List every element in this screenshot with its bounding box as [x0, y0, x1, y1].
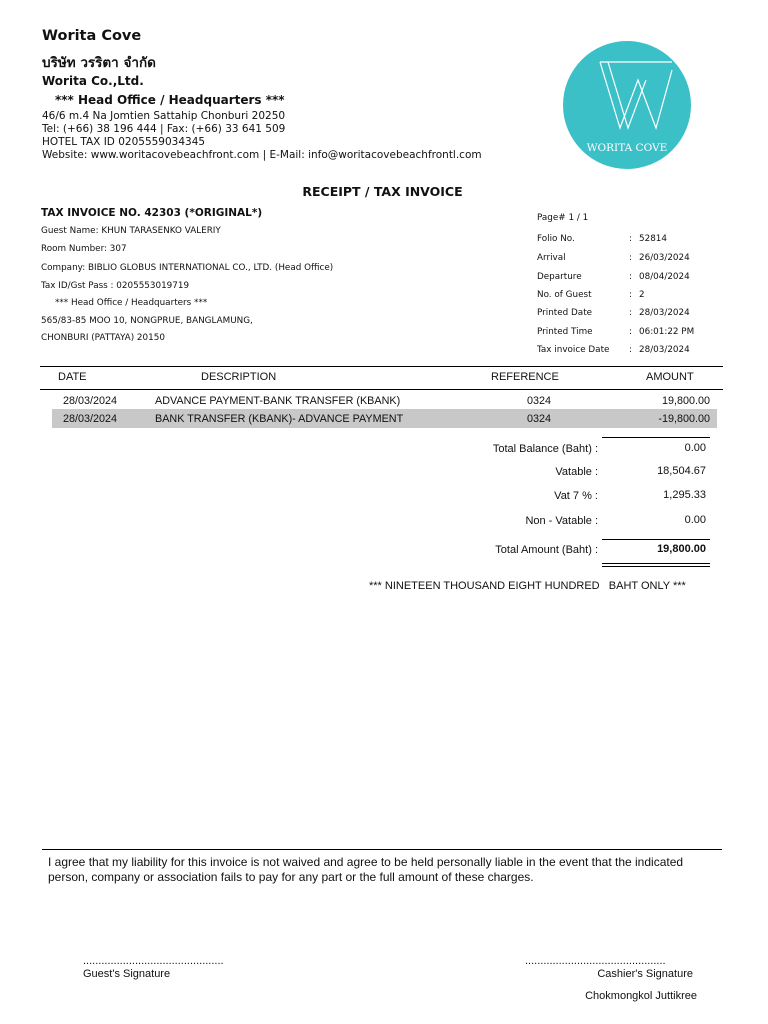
worita-cove-logo	[562, 40, 692, 170]
info-colon: :	[629, 253, 632, 263]
info-colon: :	[629, 234, 632, 244]
guest-address-line1: 565/83-85 MOO 10, NONGPRUE, BANGLAMUNG,	[41, 316, 253, 326]
hotel-address: 46/6 m.4 Na Jomtien Sattahip Chonburi 20250	[42, 110, 286, 122]
hotel-tax-id: HOTEL TAX ID 0205559034345	[42, 136, 206, 148]
vat-value: 1,295.33	[663, 489, 706, 501]
tax-invoice-date: 28/03/2024	[639, 345, 690, 355]
hotel-thai-name: บริษัท วรริตา จำกัด	[42, 55, 156, 71]
departure-date: 08/04/2024	[639, 272, 690, 282]
page-number: Page# 1 / 1	[537, 213, 589, 223]
info-label: Printed Date	[537, 308, 593, 318]
guest-head-office: *** Head Office / Headquarters ***	[55, 298, 208, 308]
column-header-amount: AMOUNT	[646, 371, 694, 383]
info-label: Departure	[537, 272, 582, 282]
info-colon: :	[629, 308, 632, 318]
row-reference: 0324	[527, 413, 552, 425]
info-colon: :	[629, 272, 632, 282]
total-balance-value: 0.00	[684, 442, 706, 454]
non-vatable-value: 0.00	[684, 514, 706, 526]
logo-text: WORITA COVE	[586, 142, 668, 154]
invoice-number: TAX INVOICE NO. 42303 (*ORIGINAL*)	[41, 207, 263, 219]
table-header-rule	[40, 389, 723, 390]
document-title: RECEIPT / TAX INVOICE	[302, 184, 463, 199]
amount-in-words: *** NINETEEN THOUSAND EIGHT HUNDRED BAHT ONLY ***	[369, 580, 686, 592]
column-header-description: DESCRIPTION	[201, 371, 277, 383]
info-colon: :	[629, 327, 632, 337]
printed-time: 06:01:22 PM	[639, 327, 695, 337]
guest-tax-id: Tax ID/Gst Pass : 0205553019719	[41, 281, 190, 291]
info-colon: :	[629, 290, 632, 300]
vat-label: Vat 7 % :	[554, 490, 598, 502]
guest-company: Company: BIBLIO GLOBUS INTERNATIONAL CO., LTD. (Head Office)	[41, 263, 334, 273]
company-name: Worita Co.,Ltd.	[42, 74, 144, 88]
guest-signature-label: Guest's Signature	[83, 968, 171, 980]
totals-top-rule	[602, 437, 710, 438]
guest-address-line2: CHONBURI (PATTAYA) 20150	[41, 333, 165, 343]
column-header-reference: REFERENCE	[491, 371, 559, 383]
info-label: Printed Time	[537, 327, 593, 337]
row-reference: 0324	[527, 395, 552, 407]
vatable-label: Vatable :	[555, 466, 598, 478]
row-description: ADVANCE PAYMENT-BANK TRANSFER (KBANK)	[155, 395, 401, 407]
guest-count: 2	[639, 290, 645, 300]
column-header-date: DATE	[58, 371, 87, 383]
info-label: No. of Guest	[537, 290, 592, 300]
total-amount-top-rule	[602, 539, 710, 540]
head-office-label: *** Head Office / Headquarters ***	[55, 93, 285, 107]
table-top-rule	[40, 366, 723, 367]
row-date: 28/03/2024	[63, 395, 118, 407]
cashier-signature-label: Cashier's Signature	[597, 968, 693, 980]
row-description: BANK TRANSFER (KBANK)- ADVANCE PAYMENT	[155, 413, 404, 425]
cashier-name: Chokmongkol Juttikree	[585, 990, 697, 1002]
info-label: Folio No.	[537, 234, 575, 244]
agreement-line-2: person, company or association fails to pay for any part or the full amount of these charges.	[48, 870, 534, 884]
guest-signature-line: ..............................................	[83, 955, 224, 967]
room-number: Room Number: 307	[41, 244, 127, 254]
row-amount: -19,800.00	[658, 413, 710, 425]
hotel-web-email: Website: www.woritacovebeachfront.com | E-Mail: info@woritacovebeachfrontl.com	[42, 149, 482, 161]
printed-date: 28/03/2024	[639, 308, 690, 318]
total-amount-label: Total Amount (Baht) :	[495, 544, 598, 556]
agreement-line-1: I agree that my liability for this invoice is not waived and agree to be held personally liable in the event that the indicated	[48, 855, 684, 869]
hotel-phone-fax: Tel: (+66) 38 196 444 | Fax: (+66) 33 641 509	[42, 123, 286, 135]
guest-name: Guest Name: KHUN TARASENKO VALERIY	[41, 226, 221, 236]
info-label: Arrival	[537, 253, 566, 263]
total-balance-label: Total Balance (Baht) :	[492, 443, 598, 455]
cashier-signature-line: ..............................................	[525, 955, 666, 967]
non-vatable-label: Non - Vatable :	[525, 515, 598, 527]
row-date: 28/03/2024	[63, 413, 118, 425]
total-amount-double-rule-1	[602, 563, 710, 564]
info-label: Tax invoice Date	[537, 345, 610, 355]
total-amount-value: 19,800.00	[657, 543, 706, 555]
total-amount-double-rule-2	[602, 566, 710, 567]
arrival-date: 26/03/2024	[639, 253, 690, 263]
info-colon: :	[629, 345, 632, 355]
vatable-value: 18,504.67	[657, 465, 706, 477]
row-amount: 19,800.00	[661, 395, 710, 407]
folio-number: 52814	[639, 234, 667, 244]
hotel-name: Worita Cove	[42, 28, 142, 44]
agreement-rule	[42, 849, 722, 850]
